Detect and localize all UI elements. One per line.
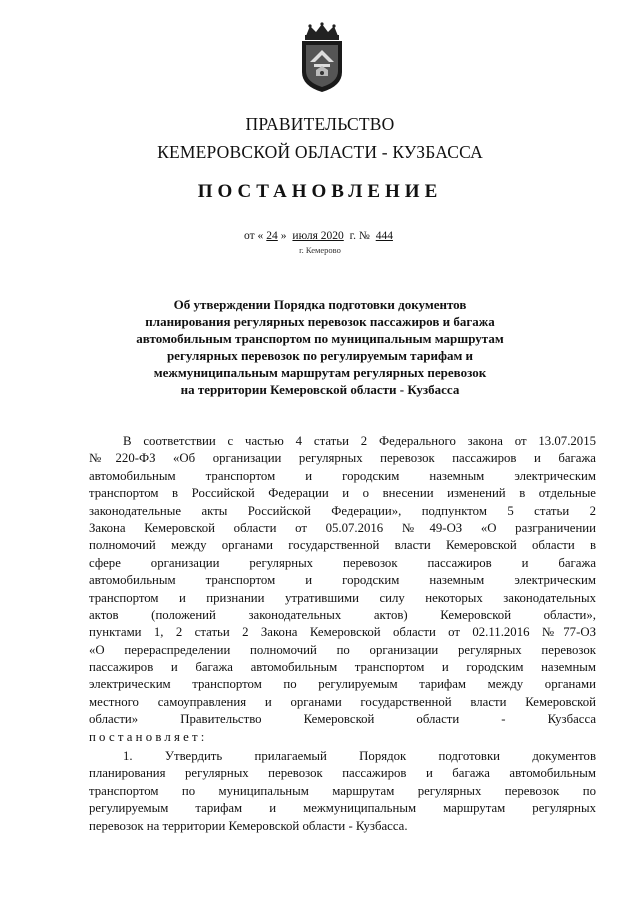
preamble-line: автомобильным транспортом и городским наземным электрическим	[89, 468, 596, 483]
title-line: межмуниципальным маршрутам регулярных перевозок	[153, 365, 487, 380]
date-prefix: от «	[244, 230, 264, 242]
document-title	[100, 296, 540, 398]
title-line: регулярных перевозок по регулируемым тарифам и	[166, 348, 474, 363]
preamble-line: Закона Кемеровской области от 05.07.2016 №49-ОЗ «О разграничении	[89, 520, 596, 535]
kuzbass-coat-of-arms-icon	[296, 22, 348, 94]
date-separator: »	[280, 230, 287, 242]
number-label: г. №	[349, 230, 370, 242]
item-1-line: 1. Утвердить прилагаемый Порядок подготовки документов	[123, 749, 596, 763]
preamble-line: местного самоуправления и органами государственной власти Кемеровской	[89, 694, 596, 709]
document-city: г. Кемерово	[299, 245, 341, 255]
preamble-line: В соответствии с частью 4 статьи 2 Федерального закона от 13.07.2015	[123, 434, 596, 448]
preamble-line: пассажиров и багажа автомобильным транспортом и городским наземным	[89, 660, 596, 675]
preamble-paragraph	[89, 433, 596, 746]
preamble-line: пунктами 1, 2 статьи 2 Закона Кемеровской области от 02.11.2016 №77-ОЗ	[89, 625, 596, 640]
preamble-line: электрическим транспортом по регулируемым тарифам между органами	[89, 677, 596, 692]
preamble-line: области» Правительство Кемеровской области - Кузбасса	[89, 712, 596, 727]
item-1-line: перевозок на территории Кемеровской области - Кузбасса.	[89, 818, 408, 833]
title-line: Об утверждении Порядка подготовки документов	[173, 297, 467, 312]
preamble-line: транспортом в Российской Федерации и о внесении изменений в отдельные	[89, 486, 596, 501]
document-dateline	[0, 230, 640, 242]
decree-word: постановляет:	[89, 729, 208, 744]
preamble-line: актов (положений законодательных актов) Кемеровской области»,	[89, 607, 596, 622]
government-line-1: ПРАВИТЕЛЬСТВО	[245, 114, 395, 134]
item-1-line: планирования регулярных перевозок пассажиров и багажа автомобильным	[89, 766, 596, 781]
date-month-year: июля 2020	[292, 230, 344, 242]
preamble-line: автомобильным транспортом и городским наземным электрическим	[89, 573, 596, 588]
preamble-line: транспортом и признании утратившими силу некоторых законодательных	[89, 590, 596, 605]
document-type-heading: ПОСТАНОВЛЕНИЕ	[197, 181, 443, 202]
title-line: на территории Кемеровской области - Кузбасса	[180, 382, 460, 397]
item-1-paragraph	[89, 748, 596, 835]
document-number: 444	[375, 230, 393, 242]
title-line: планирования регулярных перевозок пассажиров и багажа	[145, 314, 495, 329]
preamble-line: сфере организации регулярных перевозок пассажиров и багажа	[89, 555, 596, 570]
date-day: 24	[266, 230, 278, 242]
item-1-line: регулируемым тарифам и межмуниципальным маршрутам регулярных	[89, 801, 596, 816]
preamble-line: законодательные акты Российской Федерации», подпунктом 5 статьи 2	[89, 503, 596, 518]
item-1-line: транспортом по муниципальным маршрутам регулярных перевозок по	[89, 783, 596, 798]
preamble-line: полномочий между органами государственной власти Кемеровской области в	[89, 538, 596, 553]
government-line-2: КЕМЕРОВСКОЙ ОБЛАСТИ - КУЗБАССА	[157, 142, 483, 162]
preamble-line: №220-ФЗ «Об организации регулярных перевозок пассажиров и багажа	[89, 451, 596, 466]
title-line: автомобильным транспортом по муниципальным маршрутам	[136, 331, 504, 346]
preamble-line: «О перераспределении полномочий по организации регулярных перевозок	[89, 642, 596, 657]
